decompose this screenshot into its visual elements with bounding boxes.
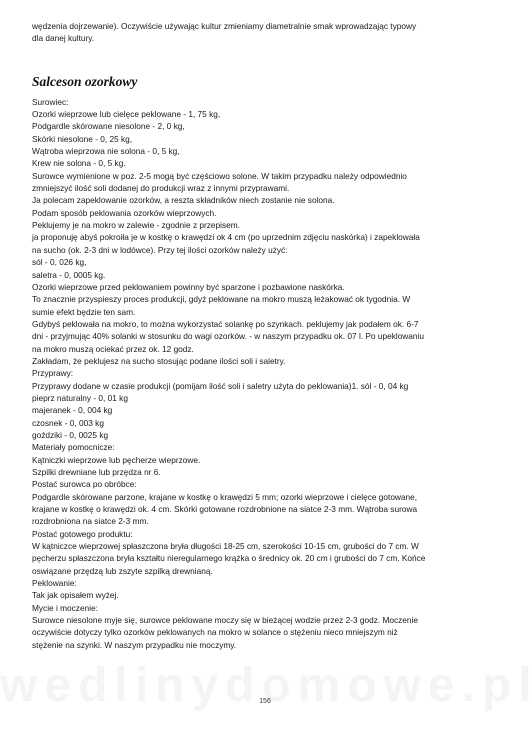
intro-line: dla danej kultury. — [32, 33, 95, 44]
page-number: 156 — [259, 698, 271, 705]
recipe-line: rozdrobniona na siatce 2-3 mm. — [32, 516, 149, 527]
recipe-line: Kątniczki wieprzowe lub pęcherze wieprzowe. — [32, 454, 201, 465]
section-title: Salceson ozorkowy — [32, 73, 138, 89]
recipe-line: Surowiec: — [32, 96, 69, 107]
recipe-line: Ozorki wieprzowe przed peklowaniem powinny być sparzone i pozbawione naskórka. — [32, 281, 345, 292]
recipe-line: Postać surowca po obróbce: — [32, 479, 137, 490]
recipe-line: Skórki niesolone - 0, 25 kg, — [32, 133, 133, 144]
recipe-line: Peklujemy je na mokro w zalewie - zgodnie z przepisem. — [32, 220, 240, 231]
recipe-line: majeranek - 0, 004 kg — [32, 405, 113, 416]
recipe-line: stężenie na szynki. W naszym przypadku nie moczymy. — [32, 639, 237, 650]
recipe-line: Gdybyś peklowała na mokro, to można wykorzystać solankę po szynkach. peklujemy jak podałem ok. 6-7 — [32, 318, 419, 329]
recipe-line: Ozorki wieprzowe lub cielęce peklowane - 1, 75 kg, — [32, 109, 221, 120]
recipe-line: Wątroba wieprzowa nie solona - 0, 5 kg, — [32, 146, 180, 157]
recipe-line: Ja polecam zapeklowanie ozorków, a reszta składników niech zostanie nie solona. — [32, 195, 335, 206]
recipe-body — [32, 96, 502, 651]
recipe-line: saletra - 0, 0005 kg. — [32, 269, 106, 280]
recipe-line: ja proponuję abyś pokroiła je w kostkę o krawędzi ok 4 cm (po uprzednim zdjęciu naskórka) i zapeklowała — [32, 232, 420, 243]
recipe-line: krajane w kostkę o krawędzi ok. 4 cm. Skórki gotowane rozdrobnione na siatce 2-3 mm. Wątroba surowa — [32, 504, 418, 515]
intro-paragraph — [32, 20, 502, 45]
recipe-line: Peklowanie: — [32, 578, 77, 589]
recipe-line: Tak jak opisałem wyżej. — [32, 590, 119, 601]
recipe-line: dni - przyjmując 40% solanki w stosunku do wagi ozorków. - w naszym przypadku ok. 07 l. Po upeklowaniu — [32, 331, 424, 342]
recipe-line: Zakładam, że peklujesz na sucho stosując podane ilości soli i saletry. — [32, 355, 286, 366]
recipe-line: Przyprawy: — [32, 368, 74, 379]
document-page — [32, 20, 502, 651]
recipe-line: Szpilki drewniane lub przędza nr 6. — [32, 467, 161, 477]
recipe-line: Surowce wymienione w poz. 2-5 mogą być częściowo solone. W takim przypadku należy odpowiednio — [32, 170, 407, 181]
recipe-line: na mokro muszą ociekać przez ok. 12 godz. — [32, 343, 194, 354]
recipe-line: To znacznie przyspieszy proces produkcji, gdyż peklowane na mokro muszą leżakować ok tygodnia. W — [32, 294, 411, 305]
recipe-line: Postać gotowego produktu: — [32, 528, 133, 539]
recipe-line: zmniejszyć ilość soli dodanej do produkcji wraz z innymi przyprawami. — [32, 183, 290, 194]
recipe-line: oczywiście dotyczy tylko ozorków peklowanych na mokro w solance o stężeniu nieco mniejszym niż — [32, 627, 398, 638]
recipe-line: Podgardle skórowane parzone, krajane w kostkę o krawędzi 5 mm; ozorki wieprzowe i cielęce gotowane, — [32, 491, 418, 502]
recipe-line: na sucho (ok. 2-3 dni w lodówce). Przy tej ilości ozorków należy użyć: — [32, 244, 288, 255]
recipe-line: sól - 0, 026 kg, — [32, 257, 87, 268]
recipe-line: Surowce niesolone myje się, surowce peklowane moczy się w bieżącej wodzie przez 2-3 godz. Moczenie — [32, 615, 418, 626]
recipe-line: sumie efekt będzie ten sam. — [32, 306, 136, 317]
recipe-line: W kątniczce wieprzowej spłaszczona bryła długości 18-25 cm, szerokości 10-15 cm, grubości do 7 cm. W — [32, 541, 419, 552]
recipe-line: Krew nie solona - 0, 5 kg. — [32, 158, 126, 169]
recipe-line: Materiały pomocnicze: — [32, 442, 115, 453]
recipe-line: Podam sposób peklowania ozorków wieprzowych. — [32, 207, 217, 218]
recipe-line: Podgardle skórowane niesolone - 2, 0 kg, — [32, 121, 185, 132]
recipe-line: pęcherzu spłaszczona bryła kształtu nieregularnego krążka o średnicy ok. 20 cm i grubości do 7 cm. Końce — [32, 553, 426, 564]
recipe-line: pieprz naturalny - 0, 01 kg — [32, 392, 128, 403]
recipe-line: oswiązane przędzą lub zszyte szpilką drewnianą. — [32, 565, 213, 576]
recipe-line: czosnek - 0, 003 kg — [32, 417, 104, 428]
recipe-line: Przyprawy dodane w czasie produkcji (pomijam ilość soli i saletry użyta do peklowania)1. sól - 0, 04 kg — [32, 380, 409, 391]
intro-line: wędzenia dojrzewanie). Oczywiście używając kultur zmieniamy diametralnie smak wprowadzając typowy — [32, 21, 417, 31]
recipe-line: goździki - 0, 0025 kg — [32, 429, 109, 440]
recipe-line: Mycie i moczenie: — [32, 602, 98, 613]
